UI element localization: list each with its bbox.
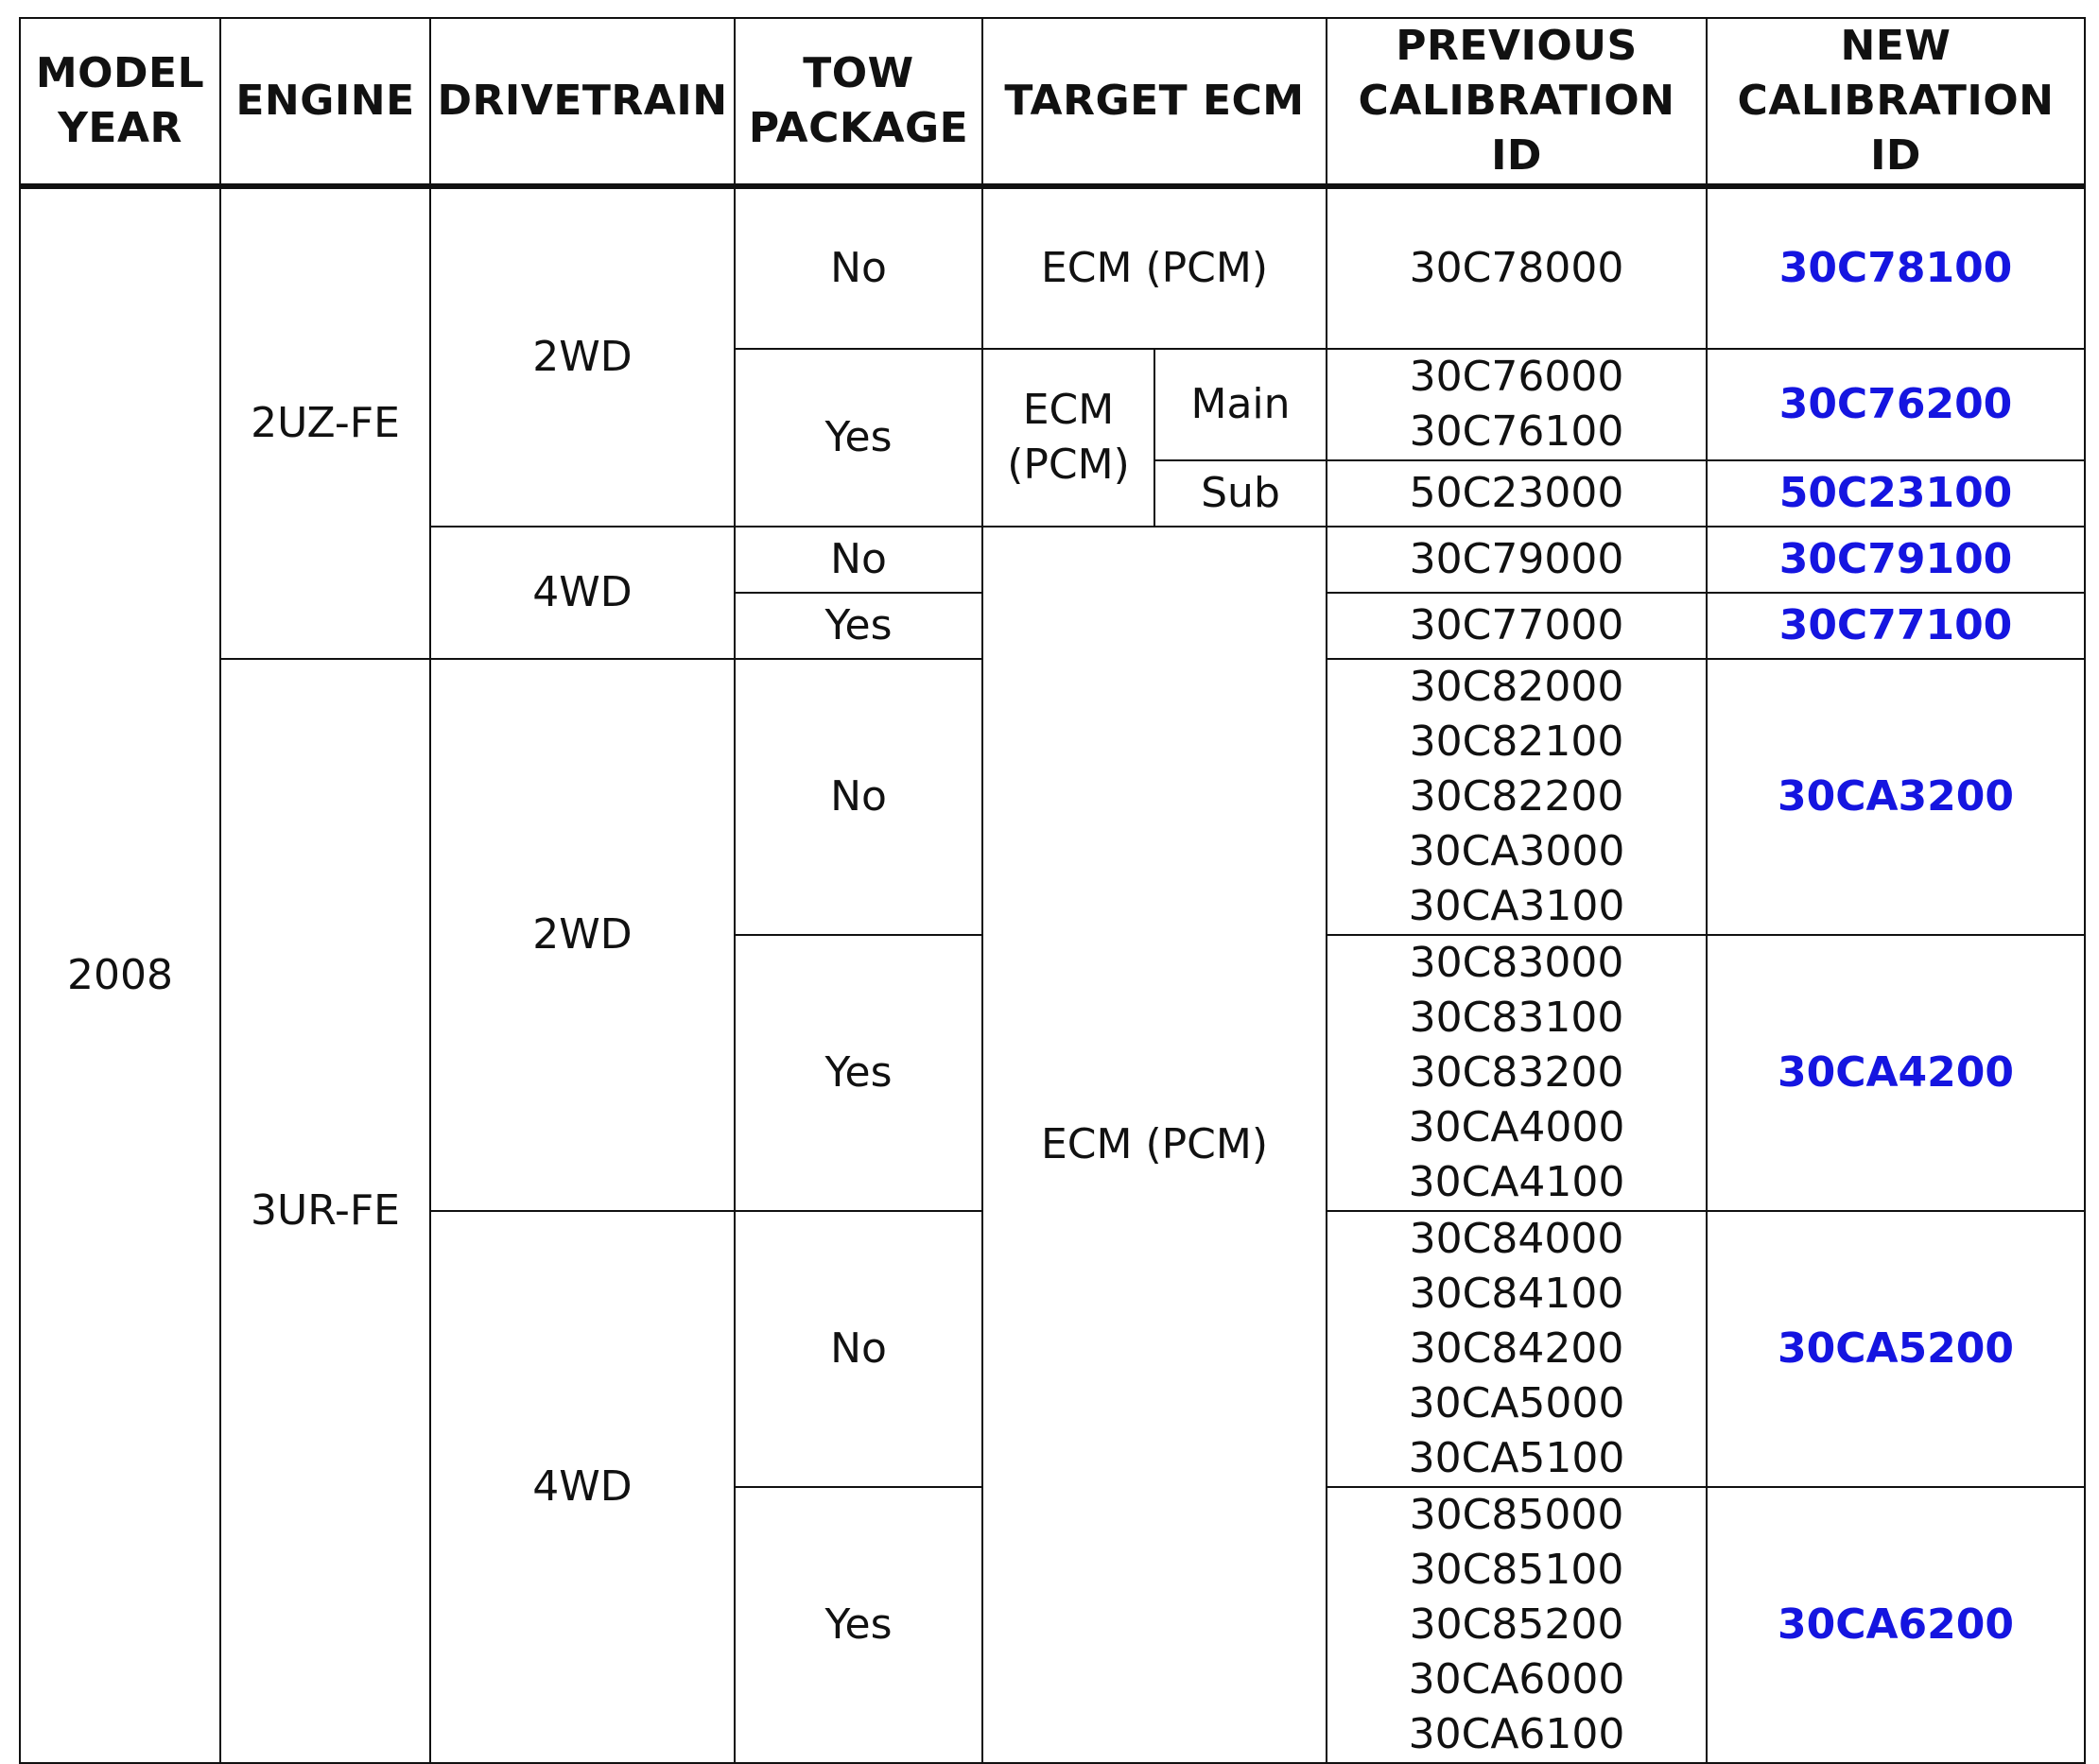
- ecm-sub-cell: Sub: [1154, 460, 1327, 527]
- previous-id-cell: 30C83000 30C83100 30C83200 30CA4000 30CA4100: [1327, 935, 1707, 1211]
- new-id-cell: 30CA3200: [1707, 659, 2085, 935]
- drivetrain-cell: 2WD: [430, 659, 735, 1211]
- new-id-cell: 30C77100: [1707, 593, 2085, 659]
- drivetrain-cell: 4WD: [430, 527, 735, 659]
- calibration-table: [19, 17, 2086, 1764]
- tow-package-cell: Yes: [735, 593, 982, 659]
- previous-id-cell: 30C84000 30C84100 30C84200 30CA5000 30CA5100: [1327, 1211, 1707, 1487]
- previous-id-cell: 30C77000: [1327, 593, 1707, 659]
- new-id-cell: 30C78100: [1707, 186, 2085, 349]
- ecm-main-cell: Main: [1154, 349, 1327, 460]
- previous-id-cell: 50C23000: [1327, 460, 1707, 527]
- drivetrain-cell: 4WD: [430, 1211, 735, 1763]
- tow-package-cell: No: [735, 1211, 982, 1487]
- engine-cell-3ur-fe: 3UR-FE: [220, 659, 430, 1763]
- new-id-cell: 30C76200: [1707, 349, 2085, 460]
- previous-id-cell: 30C82000 30C82100 30C82200 30CA3000 30CA3100: [1327, 659, 1707, 935]
- engine-cell-2uz-fe: 2UZ-FE: [220, 186, 430, 659]
- previous-id-cell: 30C85000 30C85100 30C85200 30CA6000 30CA6100: [1327, 1487, 1707, 1763]
- tow-package-cell: Yes: [735, 935, 982, 1211]
- header-new-calibration-id: NEW CALIBRATION ID: [1707, 18, 2085, 186]
- previous-id-cell: 30C78000: [1327, 186, 1707, 349]
- tow-package-cell: Yes: [735, 1487, 982, 1763]
- previous-id-cell: 30C79000: [1327, 527, 1707, 593]
- tow-package-cell: Yes: [735, 349, 982, 527]
- tow-package-cell: No: [735, 527, 982, 593]
- target-ecm-cell: ECM (PCM): [982, 186, 1327, 349]
- model-year-cell: 2008: [20, 186, 220, 1763]
- header-engine: ENGINE: [220, 18, 430, 186]
- tow-package-cell: No: [735, 186, 982, 349]
- header-drivetrain: DRIVETRAIN: [430, 18, 735, 186]
- header-row: [20, 18, 2085, 186]
- target-ecm-cell: ECM (PCM): [982, 349, 1154, 527]
- new-id-cell: 30C79100: [1707, 527, 2085, 593]
- drivetrain-cell: 2WD: [430, 186, 735, 527]
- header-previous-calibration-id: PREVIOUS CALIBRATION ID: [1327, 18, 1707, 186]
- new-id-cell: 30CA5200: [1707, 1211, 2085, 1487]
- header-tow-package: TOW PACKAGE: [735, 18, 982, 186]
- previous-id-cell: 30C76000 30C76100: [1327, 349, 1707, 460]
- new-id-cell: 30CA6200: [1707, 1487, 2085, 1763]
- target-ecm-cell: ECM (PCM): [982, 527, 1327, 1763]
- new-id-cell: 30CA4200: [1707, 935, 2085, 1211]
- header-model-year: MODEL YEAR: [20, 18, 220, 186]
- new-id-cell: 50C23100: [1707, 460, 2085, 527]
- table-row: [20, 186, 2085, 349]
- header-target-ecm: TARGET ECM: [982, 18, 1327, 186]
- tow-package-cell: No: [735, 659, 982, 935]
